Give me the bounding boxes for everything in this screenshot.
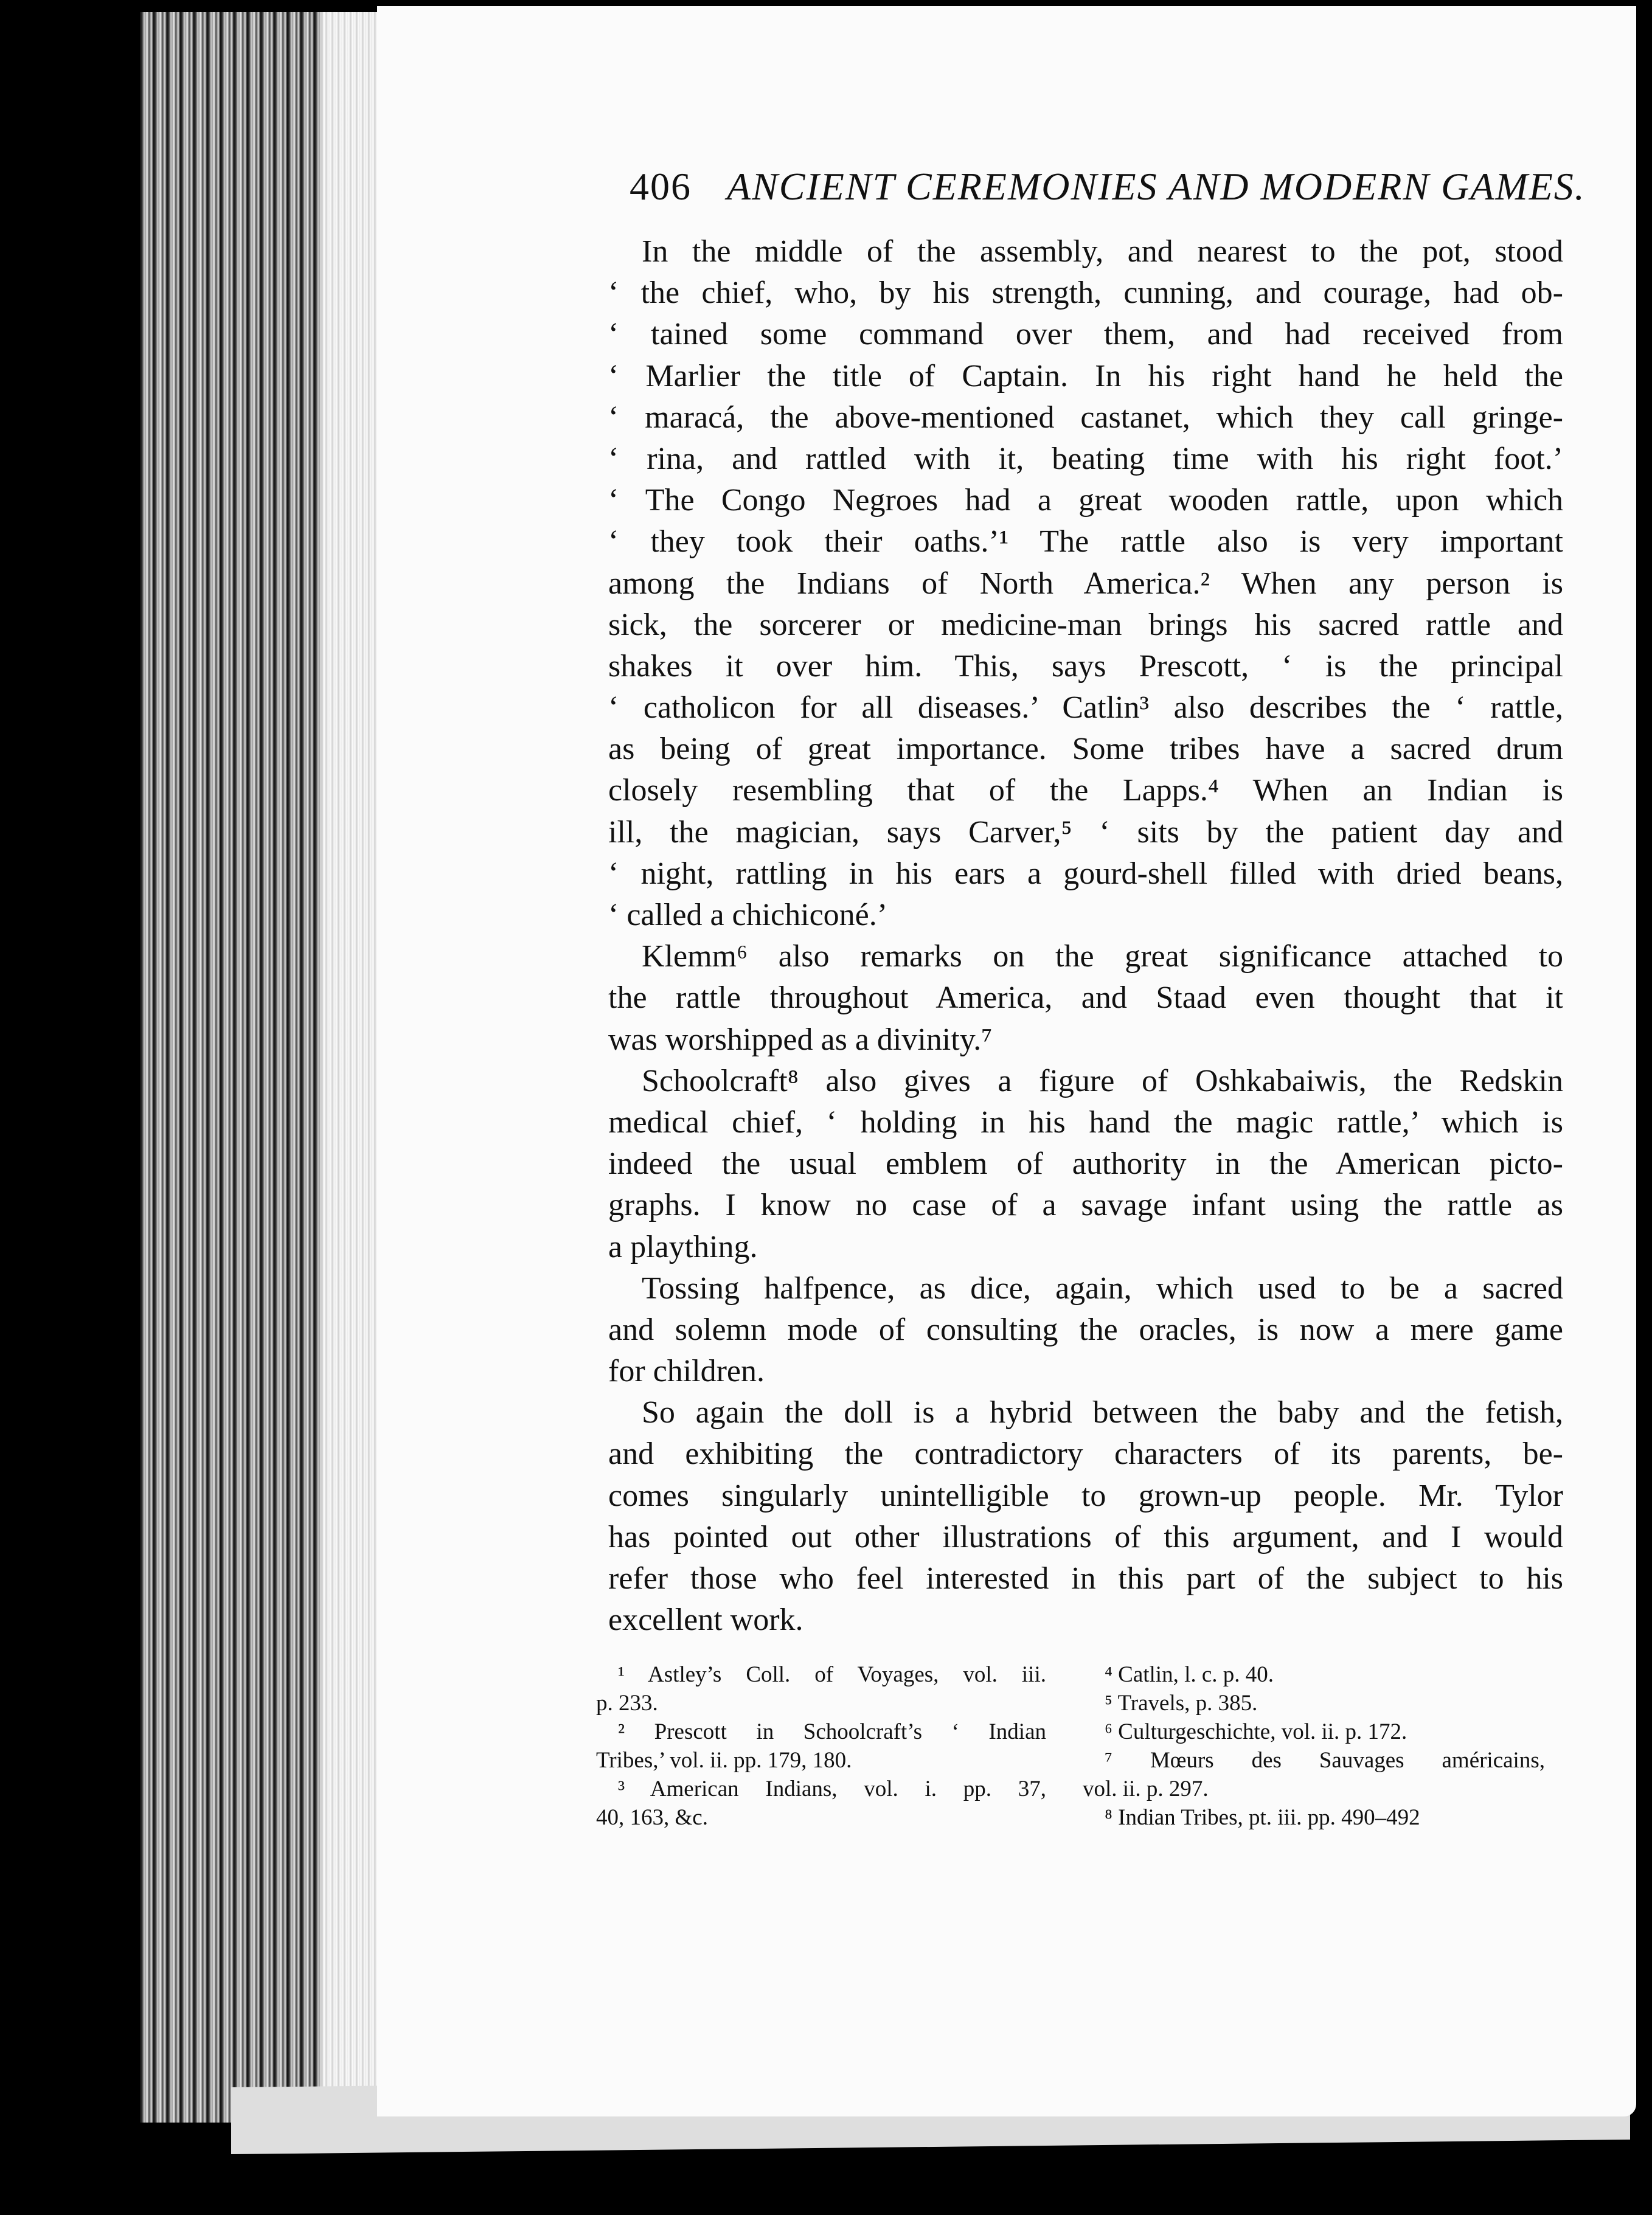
- footnote-line: p. 233.: [596, 1691, 658, 1716]
- footnote-line: ⁸ Indian Tribes, pt. iii. pp. 490–492: [1105, 1805, 1420, 1830]
- footnote-line: ¹ Astley’s Coll. of Voyages, vol. iii.: [618, 1662, 1046, 1687]
- text-line: closely resembling that of the Lapps.⁴ When an Indian is: [608, 773, 1563, 808]
- text-line: refer those who feel interested in this part of the subject to his: [608, 1561, 1563, 1596]
- text-line: ‘ The Congo Negroes had a great wooden rattle, upon which: [608, 483, 1563, 518]
- text-line: medical chief, ‘ holding in his hand the magic rattle,’ which is: [608, 1104, 1563, 1140]
- text-line: has pointed out other illustrations of this argument, and I would: [608, 1519, 1563, 1555]
- footnote-line: ⁴ Catlin, l. c. p. 40.: [1105, 1662, 1274, 1687]
- book-page-edges: [140, 12, 395, 2123]
- text-line: sick, the sorcerer or medicine-man brings his sacred rattle and: [608, 607, 1563, 642]
- footnote-line: ² Prescott in Schoolcraft’s ‘ Indian: [618, 1719, 1046, 1744]
- text-line: was worshipped as a divinity.⁷: [608, 1022, 993, 1057]
- text-line: Tossing halfpence, as dice, again, which used to be a sacred: [642, 1270, 1563, 1306]
- text-line: indeed the usual emblem of authority in the American picto-: [608, 1146, 1563, 1182]
- page-number: 406: [630, 165, 692, 208]
- footnote-line: ³ American Indians, vol. i. pp. 37,: [618, 1777, 1046, 1801]
- text-line: for children.: [608, 1354, 765, 1389]
- text-line: ‘ called a chichiconé.’: [608, 898, 888, 932]
- text-line: ‘ the chief, who, by his strength, cunning, and courage, had ob-: [608, 276, 1563, 311]
- text-line: Schoolcraft⁸ also gives a figure of Oshkabaiwis, the Redskin: [642, 1063, 1563, 1098]
- text-line: a plaything.: [608, 1229, 758, 1264]
- text-line: ‘ rina, and rattled with it, beating time with his right foot.’: [608, 441, 1563, 476]
- footnote-line: ⁵ Travels, p. 385.: [1105, 1691, 1258, 1716]
- text-line: graphs. I know no case of a savage infant using the rattle as: [608, 1188, 1563, 1223]
- text-line: ‘ tained some command over them, and had received from: [608, 317, 1563, 352]
- footnotes: [596, 1660, 1545, 1879]
- text-line: ‘ catholicon for all diseases.’ Catlin³ also describes the ‘ rattle,: [608, 690, 1563, 726]
- text-line: ‘ Marlier the title of Captain. In his right hand he held the: [608, 358, 1563, 393]
- text-line: shakes it over him. This, says Prescott, ‘ is the principal: [608, 648, 1563, 684]
- text-line: In the middle of the assembly, and nearest to the pot, stood: [642, 234, 1563, 269]
- running-header: [630, 164, 1586, 219]
- running-title: ANCIENT CEREMONIES AND MODERN GAMES.: [727, 165, 1586, 208]
- text-line: Klemm⁶ also remarks on the great significance attached to: [642, 939, 1563, 974]
- footnote-line: 40, 163, &c.: [596, 1805, 708, 1830]
- text-line: comes singularly unintelligible to grown-up people. Mr. Tylor: [608, 1478, 1563, 1513]
- text-line: as being of great importance. Some tribes have a sacred drum: [608, 732, 1563, 767]
- text-line: ‘ maracá, the above-mentioned castanet, which they call gringe-: [608, 400, 1563, 435]
- text-line: excellent work.: [608, 1603, 803, 1638]
- body-text: [608, 231, 1563, 1641]
- footnote-line: vol. ii. p. 297.: [1083, 1777, 1209, 1801]
- text-line: among the Indians of North America.² When any person is: [608, 566, 1563, 601]
- text-line: ‘ night, rattling in his ears a gourd-shell filled with dried beans,: [608, 856, 1563, 891]
- text-line: and solemn mode of consulting the oracles, is now a mere game: [608, 1312, 1563, 1347]
- text-line: ‘ they took their oaths.’¹ The rattle also is very important: [608, 524, 1563, 560]
- footnote-line: ⁷ Mœurs des Sauvages américains,: [1105, 1748, 1545, 1773]
- footnote-line: Tribes,’ vol. ii. pp. 179, 180.: [596, 1748, 852, 1773]
- text-line: and exhibiting the contradictory characters of its parents, be-: [608, 1437, 1563, 1472]
- text-line: So again the doll is a hybrid between the baby and the fetish,: [642, 1395, 1563, 1430]
- footnotes-right-column: [1083, 1660, 1545, 1832]
- footnote-line: ⁶ Culturgeschichte, vol. ii. p. 172.: [1105, 1719, 1407, 1744]
- text-line: the rattle throughout America, and Staad even thought that it: [608, 980, 1563, 1016]
- text-line: ill, the magician, says Carver,⁵ ‘ sits by the patient day and: [608, 814, 1563, 850]
- footnotes-left-column: [596, 1660, 1046, 1832]
